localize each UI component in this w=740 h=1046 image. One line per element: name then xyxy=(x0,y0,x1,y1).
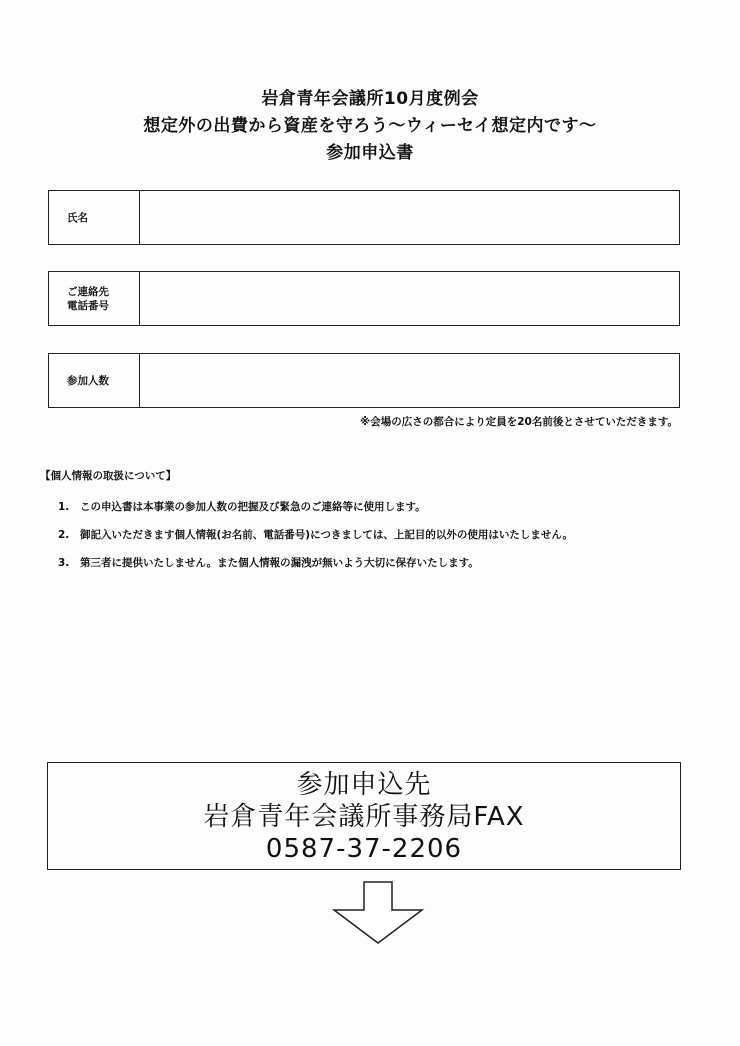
participants-row xyxy=(48,353,680,408)
privacy-item-number: 1. xyxy=(58,501,70,513)
privacy-item-text: この申込書は本事業の参加人数の把握及び緊急のご連絡等に使用します。 xyxy=(80,501,426,513)
contact-label-line-2: 電話番号 xyxy=(67,299,109,312)
document-title xyxy=(0,86,740,167)
contact-office: 岩倉青年会議所事務局FAX xyxy=(203,802,525,832)
privacy-item xyxy=(58,528,698,556)
participants-field[interactable] xyxy=(140,354,679,407)
contact-box xyxy=(47,762,681,870)
contact-label-line-1: ご連絡先 xyxy=(67,285,109,298)
privacy-list xyxy=(58,500,698,584)
privacy-item-text: 第三者に提供いたしません。また個人情報の漏洩が無いよう大切に保存いたします。 xyxy=(80,557,479,569)
contact-label xyxy=(49,272,140,325)
name-label: 氏名 xyxy=(49,191,140,244)
privacy-item-number: 2. xyxy=(58,529,70,541)
contact-heading: 参加申込先 xyxy=(296,770,432,800)
title-line-3: 参加申込書 xyxy=(326,143,414,163)
contact-row xyxy=(48,271,680,326)
privacy-heading: 【個人情報の取扱について】 xyxy=(40,470,177,482)
privacy-item-number: 3. xyxy=(58,557,70,569)
phone-field[interactable] xyxy=(140,272,679,325)
privacy-item xyxy=(58,556,698,584)
privacy-item xyxy=(58,500,698,528)
name-field[interactable] xyxy=(140,191,679,244)
name-row xyxy=(48,190,680,245)
contact-fax-number: 0587-37-2206 xyxy=(265,834,463,864)
capacity-note: ※会場の広さの都合により定員を20名前後とさせていただきます。 xyxy=(360,416,678,428)
privacy-item-text: 御記入いただきます個人情報(お名前、電話番号)につきましては、上記目的以外の使用はいたしません。 xyxy=(80,529,574,541)
title-line-2: 想定外の出費から資産を守ろう〜ウィーセイ想定内です〜 xyxy=(143,116,597,136)
title-line-1: 岩倉青年会議所10月度例会 xyxy=(261,89,479,109)
down-arrow-icon xyxy=(330,880,426,946)
participants-label: 参加人数 xyxy=(49,354,140,407)
